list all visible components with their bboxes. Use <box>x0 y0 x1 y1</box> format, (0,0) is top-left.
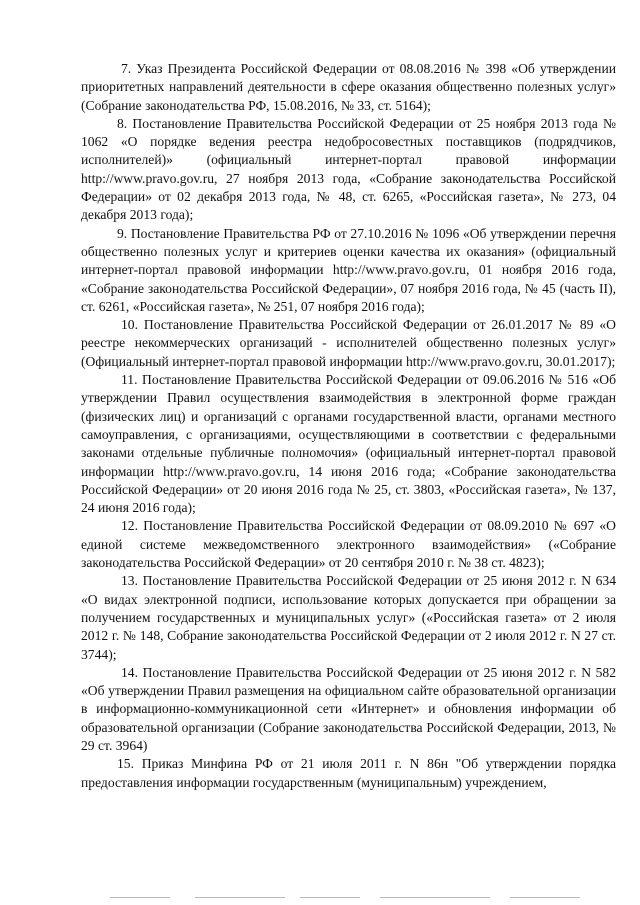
list-item-7: 7. Указ Президента Российской Федерации от 08.08.2016 № 398 «Об утверждении приоритетных направлений деятельности в сфере оказания общественно полезных услуг» (Собрание законодательства РФ, 15.08.2016, № 33, ст. 5164); <box>81 61 616 113</box>
list-item-11: 11. Постановление Правительства Российской Федерации от 09.06.2016 № 516 «Об утверждении Правил осуществления взаимодействия в электронной форме граждан (физических лиц) и организаций с органами государственной власти, органами местного самоуправления, с организациями, осуществляющими в соответствии с федеральными законами отдельные публичные полномочия» (официальный интернет-портал правовой информации http://www.pravo.gov.ru, 14 июня 2016 года; «Собрание законодательства Российской Федерации» от 20 июня 2016 года № 25, ст. 3803, «Российская газета», № 137, 24 июня 2016 года); <box>81 372 616 516</box>
list-item-9: 9. Постановление Правительства РФ от 27.10.2016 № 1096 «Об утверждении перечня общественно полезных услуг и критериев оценки качества их оказания» (официальный интернет-портал правовой информации http://www.pravo.gov.ru, 01 ноября 2016 года, «Собрание законодательства Российской Федерации», 07 ноября 2016 года, № 45 (часть II), ст. 6261, «Российская газета», № 251, 07 ноября 2016 года); <box>81 225 616 314</box>
scan-artifact-line <box>300 897 360 898</box>
document-page <box>81 60 616 792</box>
list-item-15: 15. Приказ Минфина РФ от 21 июля 2011 г. N 86н "Об утверждении порядка предоставления информации государственным (муниципальным) учреждением, <box>81 756 616 790</box>
scan-artifact-line <box>510 897 580 898</box>
scan-artifact-line <box>110 897 170 898</box>
list-item-12: 12. Постановление Правительства Российской Федерации от 08.09.2010 № 697 «О единой системе межведомственного электронного взаимодействия» («Собрание законодательства Российской Федерации» от 20 сентября 2010 г. № 38 ст. 4823); <box>81 518 616 571</box>
scan-artifact-line <box>380 897 490 898</box>
scan-artifact-line <box>195 897 285 898</box>
list-item-14: 14. Постановление Правительства Российской Федерации от 25 июня 2012 г. N 582 «Об утверждении Правил размещения на официальном сайте образовательной организации в информационно-коммуникационной сети «Интернет» и обновления информации об образовательной организации (Собрание законодательства Российской Федерации, 2013, № 29 ст. 3964) <box>81 664 616 753</box>
list-item-13: 13. Постановление Правительства Российской Федерации от 25 июня 2012 г. N 634 «О видах электронной подписи, использование которых допускается при обращении за получением государственных и муниципальных услуг» («Российская газета» от 2 июля 2012 г. № 148, Собрание законодательства Российской Федерации от 2 июля 2012 г. N 27 ст. 3744); <box>81 573 616 662</box>
list-item-8: 8. Постановление Правительства Российской Федерации от 25 ноября 2013 года № 1062 «О порядке ведения реестра недобросовестных поставщиков (подрядчиков, исполнителей)» (официальный интернет-портал правовой информации http://www.pravo.gov.ru, 27 ноября 2013 года, «Собрание законодательства Российской Федерации» от 02 декабря 2013 года, № 48, ст. 6265, «Российская газета», № 273, 04 декабря 2013 года); <box>81 115 616 223</box>
list-item-10: 10. Постановление Правительства Российской Федерации от 26.01.2017 № 89 «О реестре некоммерческих организаций - исполнителей общественно полезных услуг» (Официальный интернет-портал правовой информации http://www.pravo.gov.ru, 30.01.2017); <box>81 317 616 369</box>
